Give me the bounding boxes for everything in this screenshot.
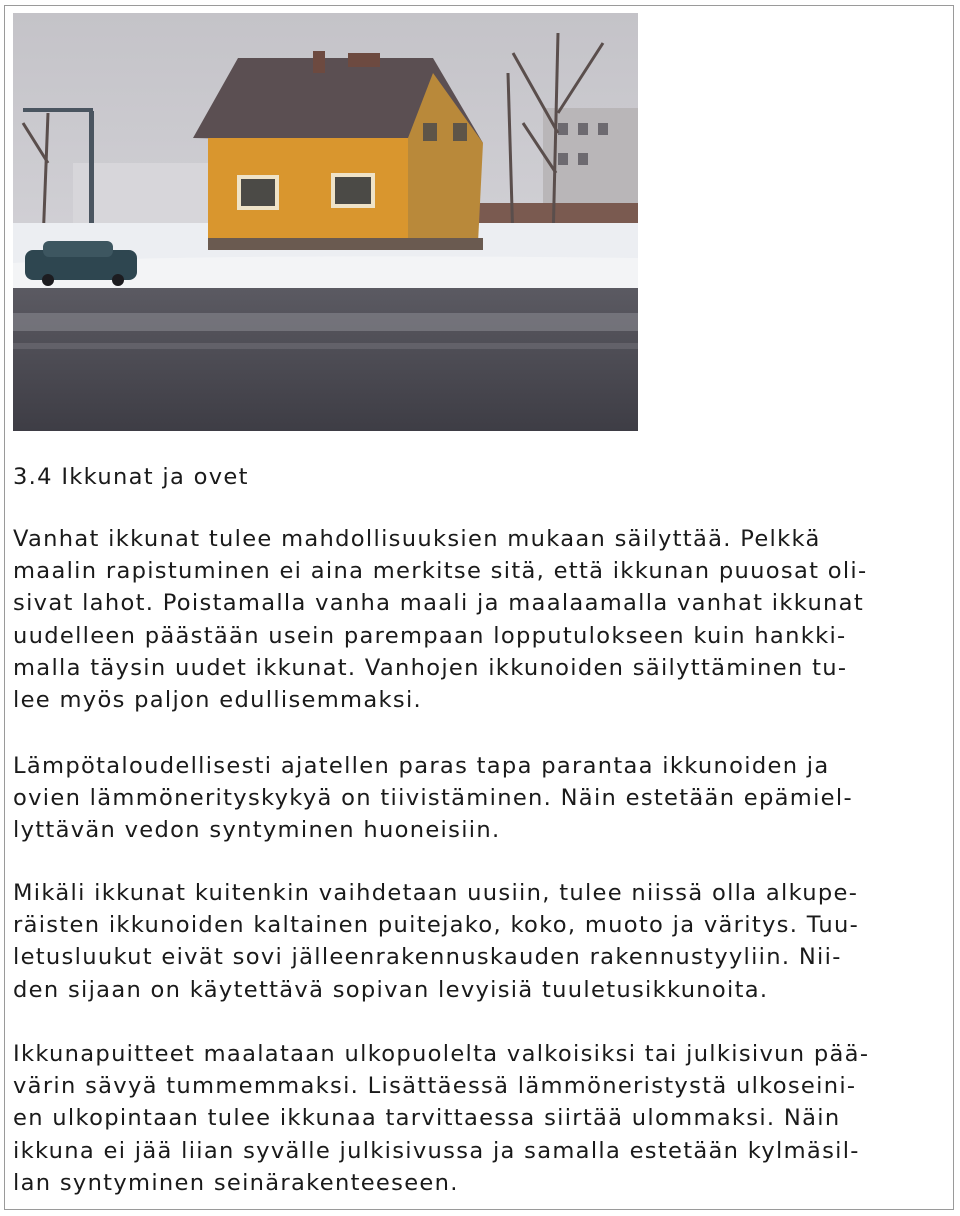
paragraph-line: Lämpötaloudellisesti ajatellen paras tapa parantaa ikkunoiden ja (13, 753, 830, 779)
paragraph-line: värin sävyä tummemmaksi. Lisättäessä lämmöneristystä ulkoseini- (13, 1073, 857, 1100)
section-heading: 3.4 Ikkunat ja ovet (13, 464, 249, 490)
paragraph-line: ovien lämmönerityskykyä on tiivistäminen. Näin estetään epämiel- (13, 785, 853, 812)
paragraph-line: ikkuna ei jää liian syvälle julkisivussa ja samalla estetään kylmäsil- (13, 1137, 860, 1164)
paragraph-line: räisten ikkunoiden kaltainen puitejako, koko, muoto ja väritys. Tuu- (13, 912, 860, 939)
paragraph-line: den sijaan on käytettävä sopivan levyisiä tuuletusikkunoita. (13, 976, 769, 1003)
paragraph-line: maalin rapistuminen ei aina merkitse sitä, että ikkunan puuosat oli- (13, 558, 868, 585)
paragraph-line: letusluukut eivät sovi jälleenrakennuskauden rakennustyyliin. Nii- (13, 944, 842, 971)
paragraph-line: lan syntyminen seinärakenteeseen. (13, 1169, 459, 1196)
paragraph-1 (13, 523, 943, 716)
paragraph-line: Ikkunapuitteet maalataan ulkopuolelta valkoisiksi tai julkisivun pää- (13, 1041, 870, 1067)
paragraph-2 (13, 750, 943, 847)
paragraph-line: Mikäli ikkunat kuitenkin vaihdetaan uusiin, tulee niissä olla alkupe- (13, 880, 859, 906)
paragraph-line: sivat lahot. Poistamalla vanha maali ja maalaamalla vanhat ikkunat (13, 590, 864, 617)
paragraph-line: lyttävän vedon syntyminen huoneisiin. (13, 817, 501, 844)
paragraph-line: en ulkopintaan tulee ikkunaa tarvittaessa siirtää ulommaksi. Näin (13, 1105, 841, 1132)
paragraph-line: malla täysin uudet ikkunat. Vanhojen ikkunoiden säilyttäminen tu- (13, 654, 848, 681)
house-photo (13, 13, 638, 431)
paragraph-line: lee myös paljon edullisemmaksi. (13, 687, 423, 714)
paragraph-4 (13, 1038, 943, 1199)
paragraph-line: Vanhat ikkunat tulee mahdollisuuksien mukaan säilyttää. Pelkkä (13, 526, 821, 552)
paragraph-3 (13, 877, 943, 1006)
paragraph-line: uudelleen päästään usein parempaan lopputulokseen kuin hankki- (13, 622, 847, 649)
